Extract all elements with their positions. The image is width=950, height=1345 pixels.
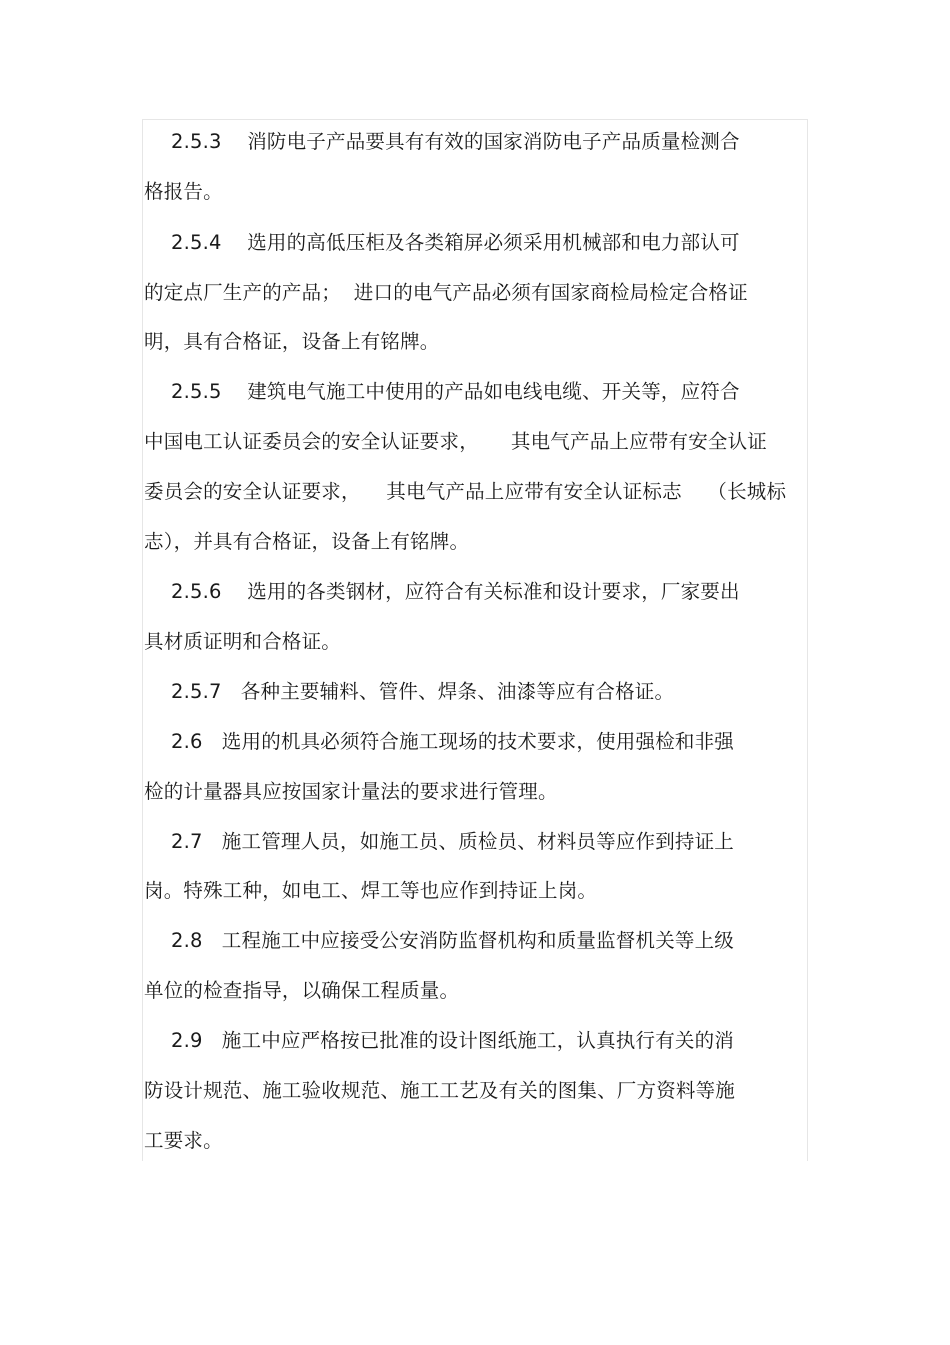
- text-line-2-5-4: 2.5.4 选用的高低压柜及各类箱屏必须采用机械部和电力部认可: [171, 231, 740, 254]
- text-line-2-5-6: 2.5.6 选用的各类钢材，应符合有关标准和设计要求，厂家要出: [171, 580, 740, 603]
- text-line: 明，具有合格证，设备上有铭牌。: [144, 330, 440, 353]
- text-line-2-5-7: 2.5.7 各种主要辅料、管件、焊条、油漆等应有合格证。: [171, 680, 675, 703]
- text-line: 防设计规范、施工验收规范、施工工艺及有关的图集、厂方资料等施: [144, 1079, 736, 1102]
- text-line: 中国电工认证委员会的安全认证要求， 其电气产品上应带有安全认证: [144, 430, 767, 453]
- text-line-2-6: 2.6 选用的机具必须符合施工现场的技术要求，使用强检和非强: [171, 730, 735, 753]
- text-line-2-7: 2.7 施工管理人员，如施工员、质检员、材料员等应作到持证上: [171, 830, 735, 853]
- text-line: 单位的检查指导，以确保工程质量。: [144, 979, 460, 1002]
- text-line: 委员会的安全认证要求， 其电气产品上应带有安全认证标志 （长城标: [144, 480, 787, 503]
- text-line-2-9: 2.9 施工中应严格按已批准的设计图纸施工，认真执行有关的消: [171, 1029, 735, 1052]
- text-line: 具材质证明和合格证。: [144, 630, 342, 653]
- text-line-2-5-5: 2.5.5 建筑电气施工中使用的产品如电线电缆、开关等，应符合: [171, 380, 740, 403]
- text-line: 格报告。: [144, 180, 223, 203]
- text-line: 的定点厂生产的产品； 进口的电气产品必须有国家商检局检定合格证: [144, 281, 748, 304]
- text-line: 工要求。: [144, 1129, 223, 1152]
- text-line: 检的计量器具应按国家计量法的要求进行管理。: [144, 780, 558, 803]
- text-line: 志），并具有合格证，设备上有铭牌。: [144, 530, 470, 553]
- text-line: 岗。特殊工种，如电工、焊工等也应作到持证上岗。: [144, 879, 598, 902]
- text-line-2-8: 2.8 工程施工中应接受公安消防监督机构和质量监督机关等上级: [171, 929, 735, 952]
- text-line-2-5-3: 2.5.3 消防电子产品要具有有效的国家消防电子产品质量检测合: [171, 130, 740, 153]
